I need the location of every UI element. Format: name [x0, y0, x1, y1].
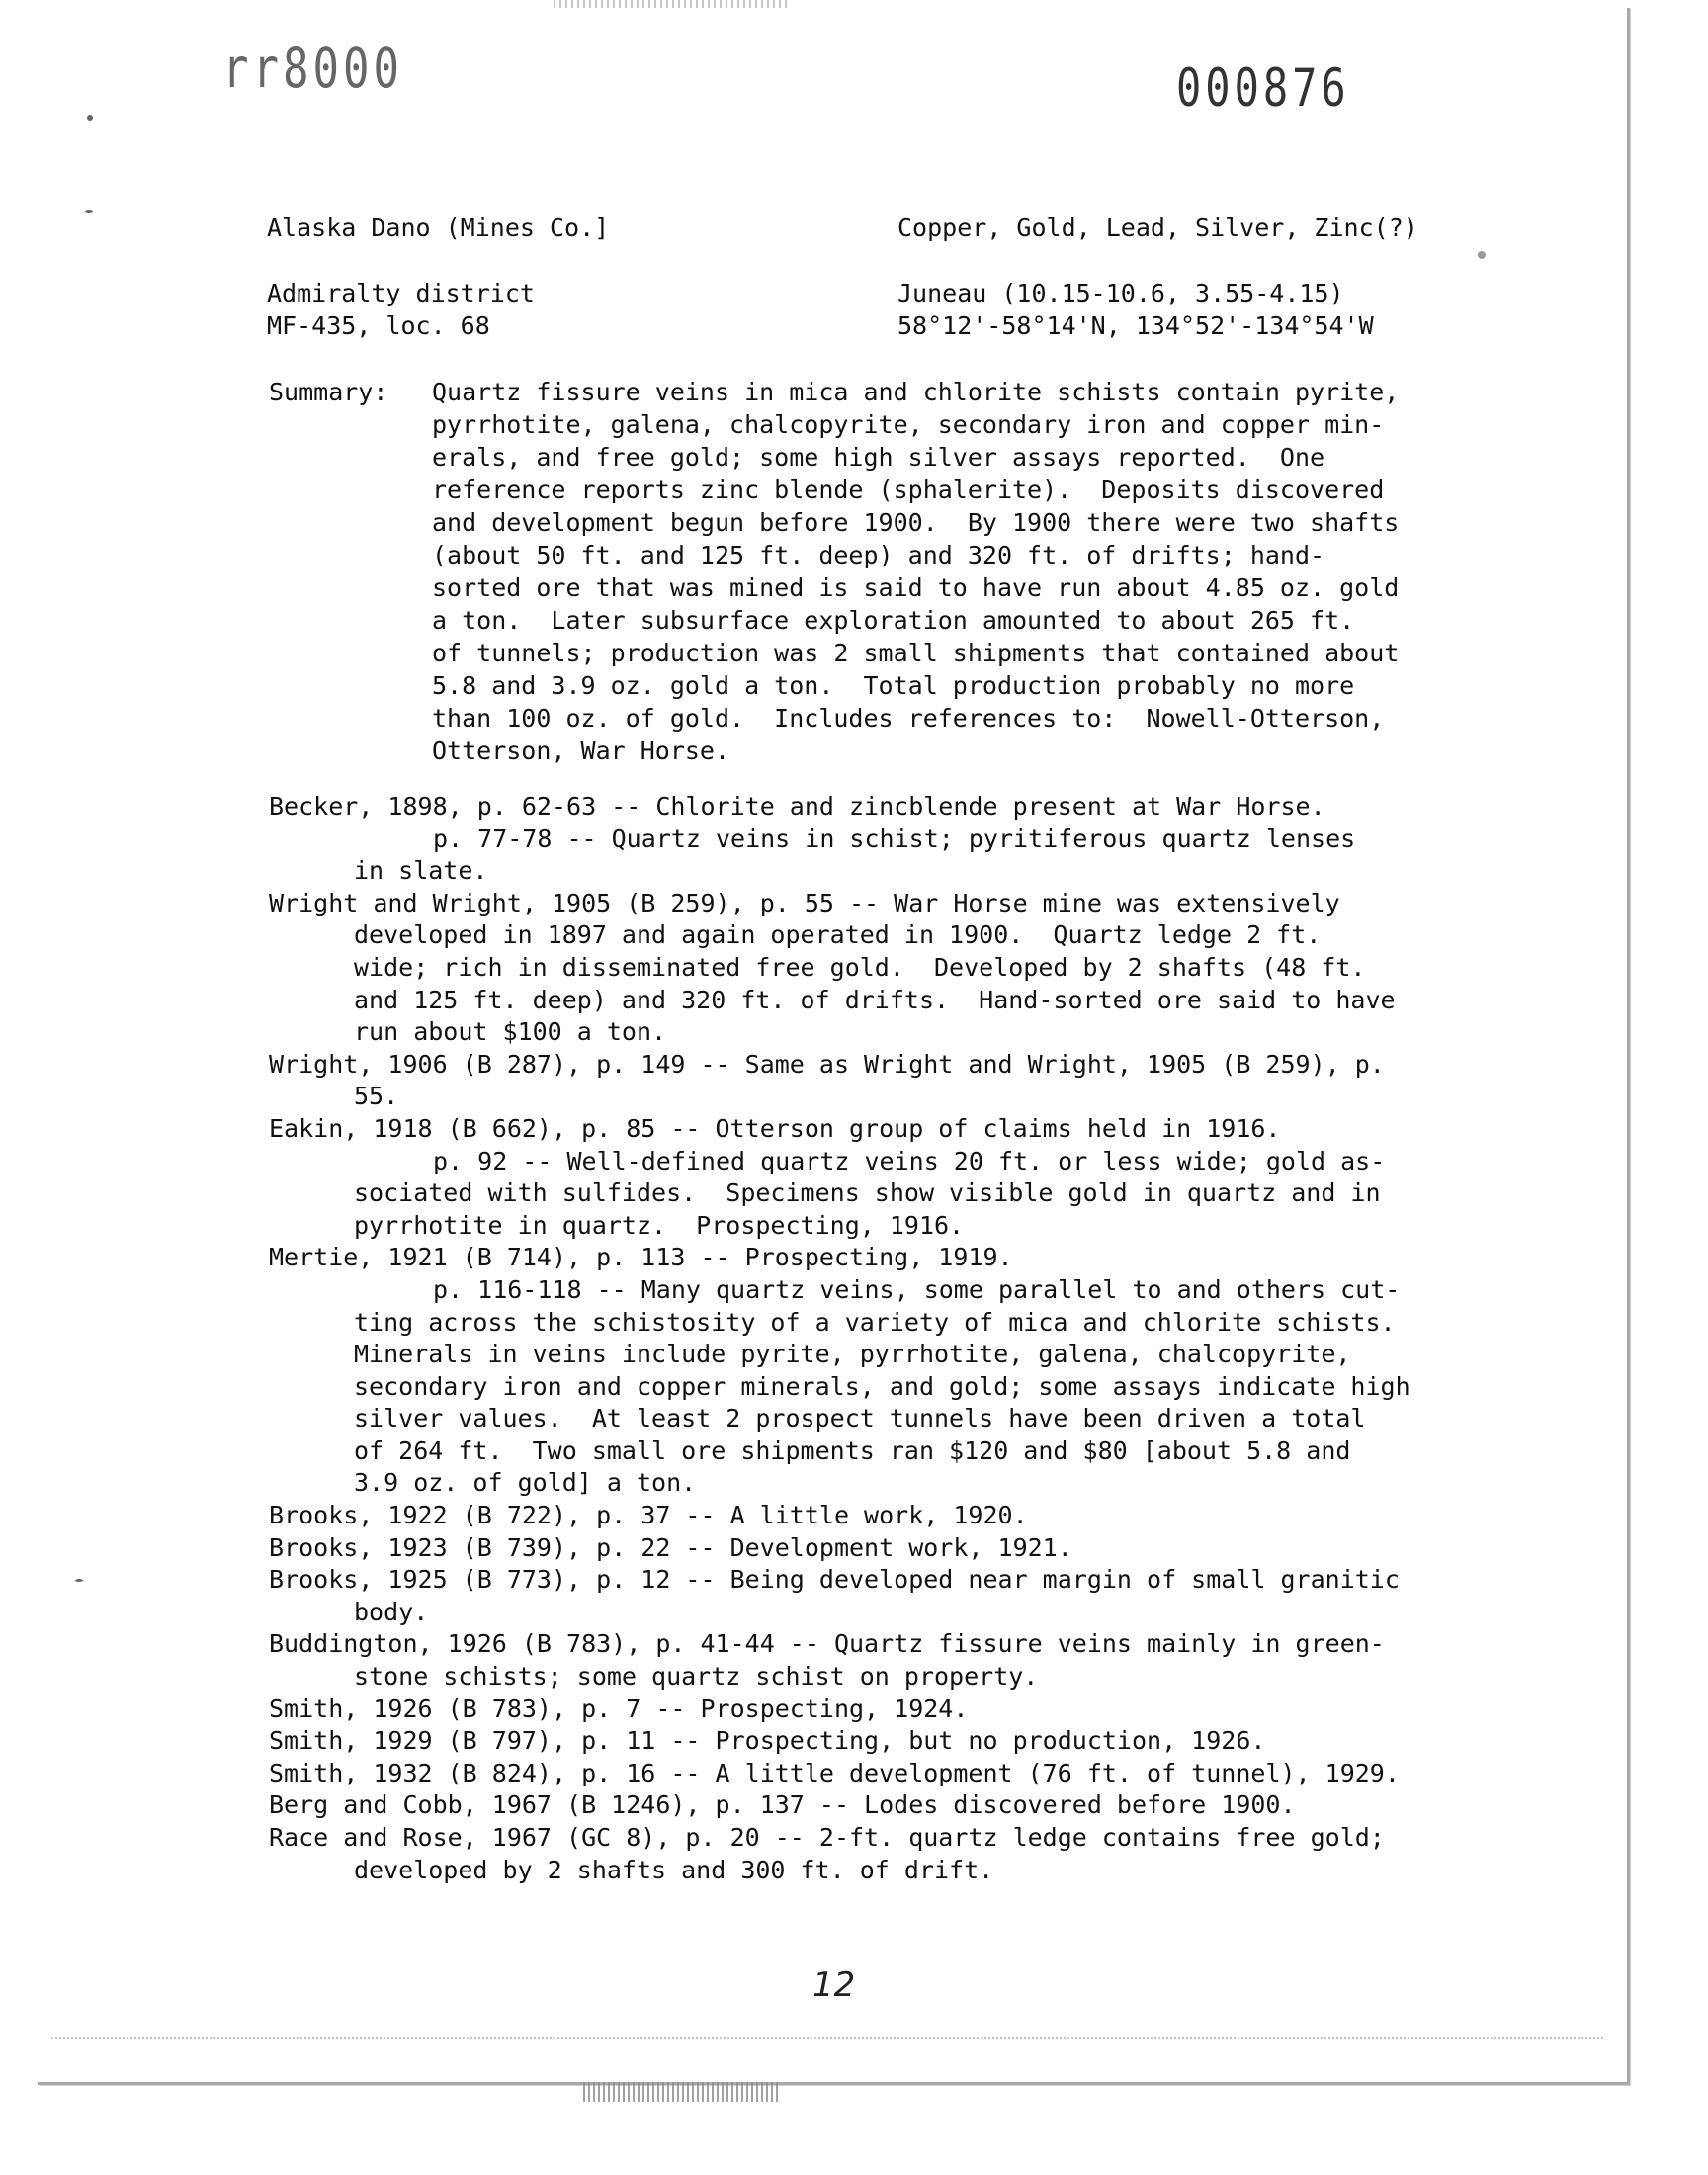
reference-continuation: p. 116-118 -- Many quartz veins, some parallel to and others cut- [433, 1274, 1401, 1304]
reference-continuation: p. 92 -- Well-defined quartz veins 20 ft. or less wide; gold as- [433, 1146, 1386, 1175]
summary-text: Quartz fissure veins in mica and chlorite schists contain pyrite, pyrrhotite, galena, chalcopyrite, secondary iron and copper min- erals, and free gold; some high silver assays reported. One reference reports zinc blende (sphalerite). Deposits discovered and development begun before 1900. By 1900 there were two shafts (about 50 ft. and 125 ft. deep) and 320 ft. of drifts; hand- sorted ore that was mined is said to have run about 4.85 oz. gold a ton. Later subsurface exploration amounted to about 265 ft. of tunnels; production was 2 small shipments that contained about 5.8 and 3.9 oz. gold a ton. Total production probably no more than 100 oz. of gold. Includes references to: Nowell-Otterson, Otterson, War Horse. [432, 378, 1400, 765]
reference-continuation: body. [354, 1597, 429, 1626]
reference-continuation: wide; rich in disseminated free gold. Developed by 2 shafts (48 ft. [354, 952, 1366, 982]
reference-continuation: 3.9 oz. of gold] a ton. [354, 1468, 697, 1498]
scan-speck [1478, 251, 1486, 259]
reference-continuation: and 125 ft. deep) and 320 ft. of drifts. Hand-sorted ore said to have [354, 985, 1396, 1014]
mine-header-left: Alaska Dano (Mines Co.] Admiralty district MF-435, loc. 68 [267, 214, 610, 340]
reference-continuation: stone schists; some quartz schist on property. [354, 1662, 1039, 1692]
summary-label: Summary: [269, 378, 388, 406]
reference-entry: Brooks, 1922 (B 722), p. 37 -- A little work, 1920. [269, 1501, 1028, 1530]
reference-entry: Smith, 1932 (B 824), p. 16 -- A little development (76 ft. of tunnel), 1929. [269, 1758, 1400, 1787]
reference-continuation: sociated with sulfides. Specimens show visible gold in quartz and in [354, 1178, 1381, 1208]
scan-speck [85, 210, 93, 213]
commodity-location-header: Copper, Gold, Lead, Silver, Zinc(?) Juneau (10.15-10.6, 3.55-4.15) 58°12'-58°14'N, 134°52'-134°54'W [897, 214, 1418, 340]
stamp-number-left: rr8000 [222, 38, 403, 101]
reference-continuation: in slate. [354, 856, 488, 886]
scan-speck [75, 1579, 83, 1582]
reference-entry: Brooks, 1925 (B 773), p. 12 -- Being developed near margin of small granitic [269, 1565, 1400, 1595]
reference-entry: Buddington, 1926 (B 783), p. 41-44 -- Quartz fissure veins mainly in green- [269, 1629, 1385, 1659]
reference-entry: Berg and Cobb, 1967 (B 1246), p. 137 -- Lodes discovered before 1900. [269, 1790, 1296, 1820]
reference-continuation: silver values. At least 2 prospect tunnels have been driven a total [354, 1404, 1366, 1434]
scan-speck [87, 115, 93, 121]
reference-continuation: pyrrhotite in quartz. Prospecting, 1916. [354, 1210, 965, 1240]
reference-entry: Eakin, 1918 (B 662), p. 85 -- Otterson group of claims held in 1916. [269, 1113, 1281, 1143]
reference-continuation: run about $100 a ton. [354, 1017, 667, 1047]
page-bottom-rule [51, 2037, 1603, 2039]
reference-entry: Becker, 1898, p. 62-63 -- Chlorite and zincblende present at War Horse. [269, 792, 1325, 821]
reference-continuation: p. 77-78 -- Quartz veins in schist; pyritiferous quartz lenses [433, 824, 1356, 853]
reference-entry: Smith, 1926 (B 783), p. 7 -- Prospecting, 1924. [269, 1694, 969, 1723]
reference-continuation: secondary iron and copper minerals, and gold; some assays indicate high [354, 1371, 1410, 1401]
reference-continuation: developed in 1897 and again operated in 1900. Quartz ledge 2 ft. [354, 920, 1322, 950]
reference-continuation: ting across the schistosity of a variety of mica and chlorite schists. [354, 1307, 1396, 1337]
reference-entry: Wright and Wright, 1905 (B 259), p. 55 -- War Horse mine was extensively [269, 888, 1340, 917]
reference-continuation: of 264 ft. Two small ore shipments ran $120 and $80 [about 5.8 and [354, 1436, 1351, 1465]
stamp-number-right: 000876 [1176, 57, 1350, 119]
reference-entry: Brooks, 1923 (B 739), p. 22 -- Development work, 1921. [269, 1532, 1072, 1562]
page-number: 12 [812, 1965, 856, 2005]
reference-entry: Smith, 1929 (B 797), p. 11 -- Prospecting, but no production, 1926. [269, 1726, 1266, 1756]
reference-entry: Race and Rose, 1967 (GC 8), p. 20 -- 2-ft. quartz ledge contains free gold; [269, 1823, 1385, 1852]
scan-barcode-top [554, 0, 791, 8]
reference-entry: Wright, 1906 (B 287), p. 149 -- Same as Wright and Wright, 1905 (B 259), p. [269, 1049, 1385, 1079]
references-list [269, 791, 1410, 1886]
reference-entry: Mertie, 1921 (B 714), p. 113 -- Prospecting, 1919. [269, 1243, 1013, 1272]
reference-continuation: 55. [354, 1082, 399, 1111]
reference-continuation: developed by 2 shafts and 300 ft. of drift. [354, 1855, 994, 1884]
reference-continuation: Minerals in veins include pyrite, pyrrhotite, galena, chalcopyrite, [354, 1340, 1351, 1369]
scan-barcode [583, 2082, 781, 2102]
